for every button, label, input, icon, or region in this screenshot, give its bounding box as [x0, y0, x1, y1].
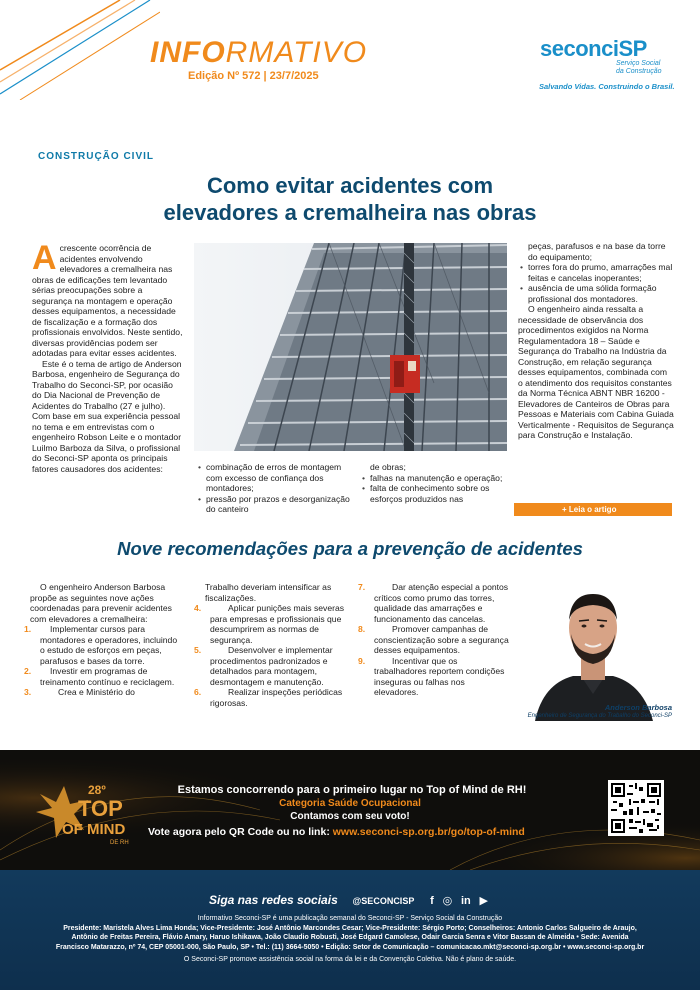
svg-text:28º: 28º	[88, 783, 106, 797]
list-item: 1. Implementar cursos para montadores e operadores, incluindo o estudo de esforços em peças, parafusos e bases da torre.	[24, 624, 178, 666]
svg-text:DE RH: DE RH	[110, 840, 129, 846]
article-column-4: peças, parafusos e na base da torre do equipamento; • torres fora do prumo, amarrações mal feitas e cancelas inoperantes; • ausência de uma sólida formação profissional dos montadores. O engenheiro ainda ressalta a necessidade de observância dos procedimentos exigidos na Norma Regulamentadora 18 – Saúde e Segurança do Trabalho na Indústria da Construção, em relação segurança desses equipamentos, combinada com o atendimento dos requisitos constantes da Norma Técnica ABNT NBR 16200 - Elevadores de Canteiros de Obras para Pessoas e Materiais com Cabina Guiada Verticalmente - Requisitos de Segurança para Construção e Instalação.	[518, 241, 674, 441]
qr-code[interactable]	[608, 780, 664, 836]
list-item: 3. Crea e Ministério do	[24, 687, 135, 697]
decorative-lines	[0, 0, 160, 100]
vote-link[interactable]: www.seconci-sp.org.br/go/top-of-mind	[332, 826, 525, 838]
person-portrait-image	[513, 576, 673, 721]
construction-elevator-photo	[194, 243, 507, 451]
list-item: • combinação de erros de montagem com excesso de confiança dos montadores;	[196, 462, 356, 494]
article-category: CONSTRUÇÃO CIVIL	[38, 151, 154, 162]
recommendations-column-2: Trabalho deveriam intensificar as fiscalizações. 4. Aplicar punições mais severas para empresas e profissionais que descumprirem as normas de segurança. 5. Desenvolver e implementar procedimentos padronizados e detalhados para montagem, desmontagem e manutenção. 6. Realizar inspeções periódicas rigorosas.	[200, 582, 350, 708]
list-item: • pressão por prazos e desorganização do canteiro	[196, 494, 356, 515]
linkedin-icon[interactable]: in	[460, 895, 471, 907]
list-item: 8. Promover campanhas de conscientização sobre a segurança desses equipamentos.	[358, 624, 509, 655]
facebook-icon[interactable]: f	[430, 895, 434, 907]
drop-cap: A	[32, 239, 57, 277]
instagram-icon[interactable]: ◎	[442, 895, 453, 907]
list-item: 2. Investir em programas de treinamento contínuo e reciclagem.	[24, 666, 175, 687]
list-item: 5. Desenvolver e implementar procedimentos padronizados e detalhados para montagem, desmontagem e manutenção.	[194, 645, 333, 687]
social-handle[interactable]: @SECONCISP	[352, 896, 415, 906]
banner-cta: Contamos com seu voto!	[290, 811, 410, 822]
footer-disclaimer: O Seconci-SP promove assistência social na forma da lei e da Convenção Coletiva. Não é plano de saúde.	[183, 956, 517, 963]
svg-text:TOP: TOP	[78, 796, 123, 821]
footer-credits: Informativo Seconci-SP é uma publicação semanal do Seconci-SP - Serviço Social da Construção Presidente: Maristela Alves Lima Honda; Vice-Presidente: José Antônio Marcondes Cesar; Vice-Presidente: Sérgio Porto; Conselheiros: Antonio Carlos Salgueiro de Araujo, Antônio de Freitas Pereira, Flávio Amary, Haruo Ishikawa, João Claudio Robusti, José Edgard Camolese, Odair Garcia Senra e Vitor Bassan de Almeida • Sede: Avenida Francisco Matarazzo, nº 74, CEP 05001-000, São Paulo, SP • Tel.: (11) 3664-5050 • Edição: Setor de Comunicação – comunicacao.mkt@seconci-sp.org.br • www.seconci-sp.org.br	[55, 915, 645, 951]
social-row: Siga nas redes sociais @SECONCISP f ◎ in ▶	[209, 893, 488, 907]
building-scaffold-image	[194, 243, 507, 451]
list-item: • falta de conhecimento sobre os esforços produzidos nas	[360, 483, 510, 504]
recommendations-column-3	[358, 582, 510, 698]
list-item: 6. Realizar inspeções periódicas rigorosas.	[194, 687, 343, 708]
edition-info: Edição Nº 572 | 23/7/2025	[188, 70, 319, 82]
engineer-portrait	[513, 576, 673, 721]
seconci-logo[interactable]: seconciSP Serviço Social da Construção	[540, 36, 662, 75]
list-item: 7. Dar atenção especial a pontos críticos como prumo das torres, qualidade das amarrações e funcionamento das cancelas.	[358, 582, 509, 624]
banner-headline: Estamos concorrendo para o primeiro lugar no Top of Mind de RH!	[177, 784, 527, 796]
list-item: 9. Incentivar que os trabalhadores reportem condições inseguras ou falhas nos elevadores.	[358, 655, 505, 697]
article-column-1: Acrescente ocorrência de acidentes envolvendo elevadores a cremalheira nas obras de edificações tem levantado sérias preocupações sobre a segurança na montagem e operação desses equipamentos, a necessidade de fiscalização e a formação dos profissionais envolvidos. Neste sentido, diversas providências podem ser adotadas para evitar esses acidentes. Este é o tema de artigo de Anderson Barbosa, engenheiro de Segurança do Trabalho do Seconci-SP, por ocasião do Dia Nacional de Prevenção de Acidentes do Trabalho (27 e julho). Com base em sua experiência pessoal no tema e em entrevistas com o engenheiro Robson Leite e o montador Luilmo Barboza da Silva, o profissional do Seconci-SP aponta os principais fatores causadores dos acidentes:	[32, 239, 183, 474]
list-item: • falhas na manutenção e operação;	[360, 473, 510, 484]
portrait-caption: Anderson Barbosa Engenheiro de Segurança do Trabalho do Seconci-SP	[527, 703, 672, 719]
list-item: 4. Aplicar punições mais severas para empresas e profissionais que descumprirem as normas de segurança.	[194, 603, 345, 645]
list-item: • torres fora do prumo, amarrações mal feitas e cancelas inoperantes;	[518, 262, 674, 283]
svg-text:OF MIND: OF MIND	[62, 821, 126, 838]
recommendations-column-1: O engenheiro Anderson Barbosa propõe as seguintes nove ações coordenadas para prevenir acidentes com elevadores a cremalheira: 1. Implementar cursos para montadores e operadores, incluindo o estudo de esforços em peças, parafusos e bases da torre. 2. Investir em programas de treinamento contínuo e reciclagem. 3. Crea e Ministério do	[30, 582, 182, 698]
newsletter-footer	[0, 870, 700, 990]
article-column-3: de obras; • falhas na manutenção e operação; • falta de conhecimento sobre os esforços produzidos nas	[360, 462, 510, 504]
list-item: • ausência de uma sólida formação profissional dos montadores.	[518, 283, 674, 304]
banner-vote-line: Vote agora pelo QR Code ou no link: www.seconci-sp.org.br/go/top-of-mind	[148, 826, 525, 838]
youtube-icon[interactable]: ▶	[479, 895, 488, 907]
logo-slogan: Salvando Vidas. Construindo o Brasil.	[539, 82, 675, 91]
top-of-mind-banner[interactable]	[0, 750, 700, 870]
recommendations-title: Nove recomendações para a prevenção de acidentes	[117, 538, 583, 559]
banner-category: Categoria Saúde Ocupacional	[279, 798, 421, 809]
newsletter-title: INFORMATIVO	[150, 36, 368, 69]
article-title: Como evitar acidentes com elevadores a cremalheira nas obras	[163, 173, 537, 225]
article-column-2	[196, 462, 356, 515]
newsletter-header	[0, 0, 700, 130]
qr-code-icon	[611, 783, 661, 833]
read-article-link[interactable]: + Leia o artigo	[514, 503, 672, 516]
